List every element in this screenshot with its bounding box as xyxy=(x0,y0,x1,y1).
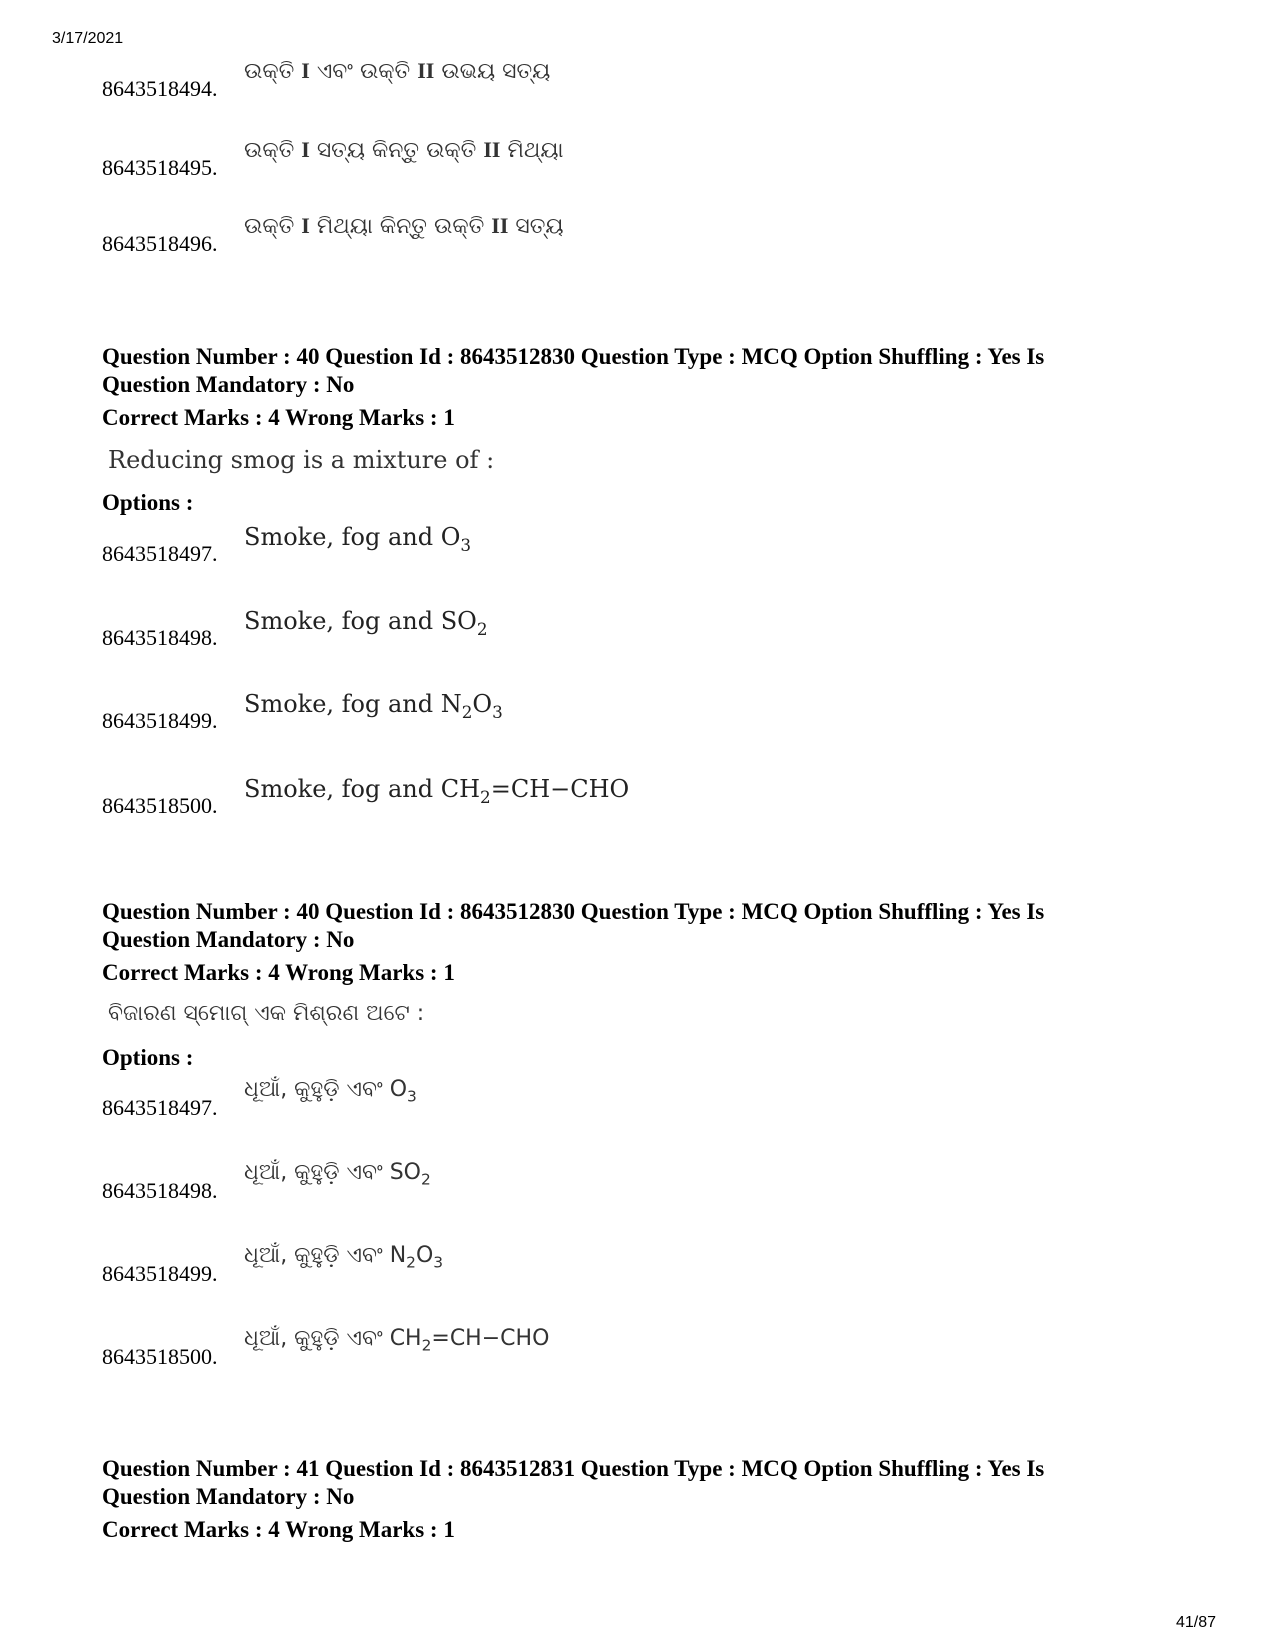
option-text: ଉକ୍ତି I ମିଥ୍ୟା କିନ୍ତୁ ଉକ୍ତି II ସତ୍ୟ xyxy=(244,213,564,239)
option-row xyxy=(102,1326,1202,1370)
option-number: 8643518500. xyxy=(102,793,218,818)
question-text: Reducing smog is a mixture of : xyxy=(108,446,495,474)
option-number: 8643518498. xyxy=(102,625,218,650)
marks-line: Correct Marks : 4 Wrong Marks : 1 xyxy=(102,405,455,430)
option-text: ଧୂଆଁ, କୁହୁଡ଼ି ଏବଂ $SO_2$ xyxy=(244,1160,431,1189)
option-text: ଉକ୍ତି I ଏବଂ ଉକ୍ତି II ଉଭୟ ସତ୍ୟ xyxy=(244,58,551,84)
option-row xyxy=(102,523,1202,567)
option-text: Smoke, fog and $CH_2=CH-CHO$ xyxy=(244,775,630,807)
option-text: ଧୂଆଁ, କୁହୁଡ଼ି ଏବଂ $CH_2=CH-CHO$ xyxy=(244,1326,550,1355)
option-number: 8643518495. xyxy=(102,155,218,180)
option-text: Smoke, fog and $SO_2$ xyxy=(244,607,488,639)
option-row xyxy=(102,213,1202,257)
option-text: Smoke, fog and $N_2O_3$ xyxy=(244,690,503,722)
option-text: ଧୂଆଁ, କୁହୁଡ଼ି ଏବଂ $O_3$ xyxy=(244,1077,417,1106)
question-header: Question Number : 41 Question Id : 8643512831 Question Type : MCQ Option Shuffling : Yes Is Question Mandatory : No xyxy=(102,1456,1045,1509)
question-text: ବିଜାରଣ ସ୍ମୋଗ୍ ଏକ ମିଶ୍ରଣ ଅଟେ : xyxy=(108,1001,425,1026)
marks-line: Correct Marks : 4 Wrong Marks : 1 xyxy=(102,960,455,985)
option-number: 8643518499. xyxy=(102,1261,218,1286)
option-row xyxy=(102,1077,1202,1121)
option-number: 8643518498. xyxy=(102,1178,218,1203)
option-number: 8643518496. xyxy=(102,231,218,256)
option-row xyxy=(102,1160,1202,1204)
option-row xyxy=(102,775,1202,819)
option-row xyxy=(102,137,1202,181)
question-header: Question Number : 40 Question Id : 8643512830 Question Type : MCQ Option Shuffling : Yes Is Question Mandatory : No xyxy=(102,899,1045,952)
option-text: Smoke, fog and $O_3$ xyxy=(244,523,472,555)
question-header: Question Number : 40 Question Id : 8643512830 Question Type : MCQ Option Shuffling : Yes Is Question Mandatory : No xyxy=(102,344,1045,397)
option-text: ଉକ୍ତି I ସତ୍ୟ କିନ୍ତୁ ଉକ୍ତି II ମିଥ୍ୟା xyxy=(244,137,564,163)
option-number: 8643518499. xyxy=(102,708,218,733)
option-row xyxy=(102,58,1202,102)
option-number: 8643518500. xyxy=(102,1344,218,1369)
page-number: 41/87 xyxy=(1176,1614,1217,1631)
print-date: 3/17/2021 xyxy=(52,30,124,47)
options-label: Options : xyxy=(102,1045,194,1070)
option-text: ଧୂଆଁ, କୁହୁଡ଼ି ଏବଂ $N_2O_3$ xyxy=(244,1243,444,1272)
option-number: 8643518497. xyxy=(102,541,218,566)
option-number: 8643518497. xyxy=(102,1095,218,1120)
option-row xyxy=(102,690,1202,734)
option-number: 8643518494. xyxy=(102,76,218,101)
option-row xyxy=(102,1243,1202,1287)
marks-line: Correct Marks : 4 Wrong Marks : 1 xyxy=(102,1517,455,1542)
options-label: Options : xyxy=(102,490,194,515)
option-row xyxy=(102,607,1202,651)
